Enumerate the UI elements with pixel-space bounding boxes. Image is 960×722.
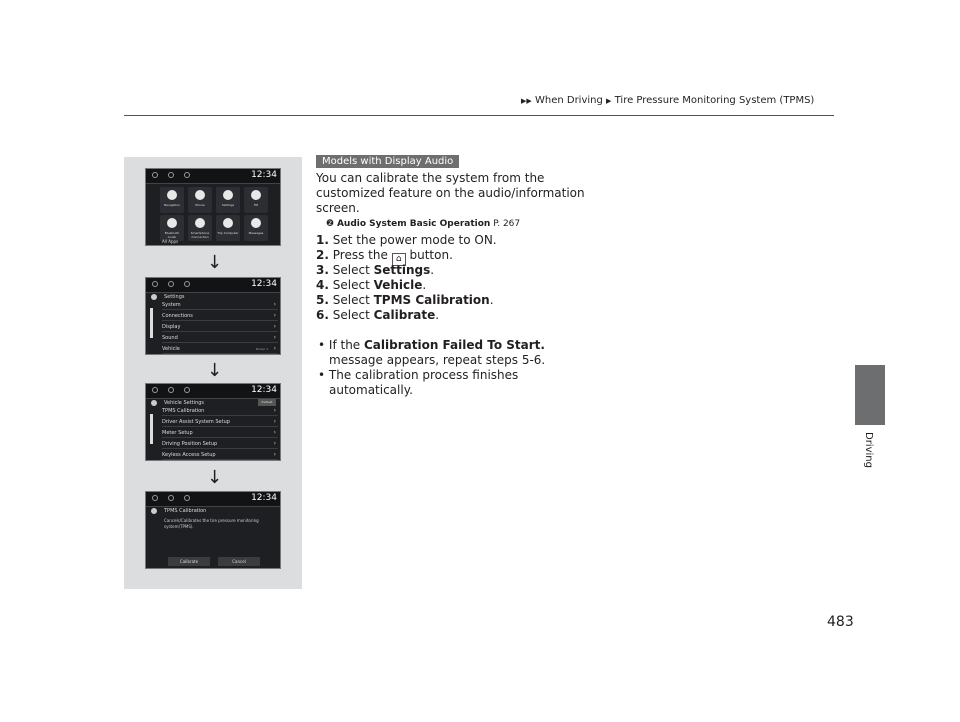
gear-icon	[223, 190, 233, 200]
bullet-icon: •	[318, 338, 326, 352]
reference-arrow-icon: ❷	[326, 219, 335, 229]
clock: 12:34	[251, 385, 277, 395]
map-icon	[168, 387, 174, 393]
menu-item: TPMS Calibration ›	[162, 407, 276, 414]
settings-screen	[145, 277, 281, 355]
map-icon	[168, 495, 174, 501]
breadcrumb	[521, 95, 814, 106]
bullet-item: • If the Calibration Failed To Start.	[318, 338, 545, 352]
menu-item: System ›	[162, 301, 276, 308]
section-tab	[855, 365, 885, 425]
intro-line: You can calibrate the system from the	[316, 171, 545, 185]
model-badge: Models with Display Audio	[316, 155, 459, 168]
smartphone-icon	[195, 218, 205, 228]
step-1: 1. Set the power mode to ON.	[316, 233, 497, 247]
calibrate-button: Calibrate	[168, 557, 210, 566]
down-arrow-icon: ↓	[207, 467, 223, 488]
tile-bluetooth: Bluetooth Audio	[160, 215, 184, 241]
radio-icon	[251, 190, 261, 200]
step-2: 2. Press the ⌂ button.	[316, 248, 453, 264]
breadcrumb-subsection: Tire Pressure Monitoring System (TPMS)	[614, 95, 815, 106]
phone-icon	[152, 281, 158, 287]
tile-trip: Trip Computer	[216, 215, 240, 241]
breadcrumb-arrow-icon: ▶▶	[521, 97, 532, 105]
menu-item: Display ›	[162, 323, 276, 330]
fuel-icon	[223, 218, 233, 228]
home-screen	[145, 168, 281, 246]
scrollbar	[150, 308, 153, 338]
user-icon	[184, 495, 190, 501]
back-icon	[151, 294, 157, 300]
message-icon	[251, 218, 261, 228]
tile-fm: FM	[244, 187, 268, 213]
clock: 12:34	[251, 170, 277, 180]
all-apps-label: All Apps	[162, 239, 179, 244]
map-icon	[168, 281, 174, 287]
chevron-right-icon: ›	[273, 440, 276, 447]
chevron-right-icon: ›	[273, 345, 276, 352]
chevron-right-icon: ›	[273, 323, 276, 330]
back-icon	[151, 508, 157, 514]
scrollbar	[150, 414, 153, 444]
tpms-calibration-screen	[145, 491, 281, 569]
navigation-icon	[167, 190, 177, 200]
reference-label: Audio System Basic Operation	[336, 219, 491, 229]
chevron-right-icon: ›	[273, 312, 276, 319]
bullet-continuation: message appears, repeat steps 5-6.	[329, 353, 546, 367]
status-bar	[146, 384, 280, 399]
header-divider	[124, 115, 834, 116]
phone-icon	[152, 495, 158, 501]
cancel-button: Cancel	[218, 557, 260, 566]
down-arrow-icon: ↓	[207, 252, 223, 273]
menu-title: TPMS Calibration	[164, 508, 207, 514]
step-6: 6. Select Calibrate.	[316, 308, 440, 322]
tile-messages: Messages	[244, 215, 268, 241]
tpms-message: Cancels/Calibrates the tire pressure monitoring system(TPMS).	[164, 518, 259, 529]
breadcrumb-arrow-icon: ▶	[606, 97, 612, 105]
step-4: 4. Select Vehicle.	[316, 278, 427, 292]
reference-page: P. 267	[493, 219, 521, 229]
menu-item: Driver Assist System Setup ›	[162, 418, 276, 425]
chevron-right-icon: ›	[273, 407, 276, 414]
bluetooth-icon	[167, 218, 177, 228]
chevron-right-icon: ›	[273, 334, 276, 341]
default-button: Default	[258, 399, 276, 406]
map-icon	[168, 172, 174, 178]
intro-line: screen.	[316, 201, 360, 215]
bullet-item: • The calibration process finishes	[318, 368, 519, 382]
user-icon	[184, 387, 190, 393]
step-3: 3. Select Settings.	[316, 263, 435, 277]
menu-item: Vehicle Driver 1 ›	[162, 345, 276, 352]
chevron-right-icon: ›	[273, 429, 276, 436]
down-arrow-icon: ↓	[207, 360, 223, 381]
intro-line: customized feature on the audio/information	[316, 186, 585, 200]
status-bar	[146, 169, 280, 184]
tile-phone: Phone	[188, 187, 212, 213]
back-icon	[151, 400, 157, 406]
chevron-right-icon: ›	[273, 301, 276, 308]
vehicle-settings-screen	[145, 383, 281, 461]
phone-icon	[152, 172, 158, 178]
phone-icon	[195, 190, 205, 200]
page-number: 483	[827, 614, 854, 630]
tile-smartphone: Smartphone Connection	[188, 215, 212, 241]
step-5: 5. Select TPMS Calibration.	[316, 293, 494, 307]
menu-item: Sound ›	[162, 334, 276, 341]
user-icon	[184, 172, 190, 178]
menu-title: Vehicle Settings	[164, 400, 204, 406]
user-icon	[184, 281, 190, 287]
menu-item: Keyless Access Setup ›	[162, 451, 276, 458]
section-label: Driving	[863, 432, 874, 468]
menu-item: Meter Setup ›	[162, 429, 276, 436]
menu-item: Connections ›	[162, 312, 276, 319]
tile-navigation: Navigation	[160, 187, 184, 213]
status-bar	[146, 492, 280, 507]
clock: 12:34	[251, 493, 277, 503]
clock: 12:34	[251, 279, 277, 289]
cross-reference[interactable]	[326, 219, 520, 229]
phone-icon	[152, 387, 158, 393]
home-icon: ⌂	[392, 253, 406, 266]
chevron-right-icon: ›	[273, 451, 276, 458]
tile-settings: Settings	[216, 187, 240, 213]
status-bar	[146, 278, 280, 293]
menu-item: Driving Position Setup ›	[162, 440, 276, 447]
bullet-icon: •	[318, 368, 326, 382]
chevron-right-icon: ›	[273, 418, 276, 425]
menu-title: Settings	[164, 294, 185, 300]
breadcrumb-section: When Driving	[534, 95, 603, 106]
bullet-continuation: automatically.	[329, 383, 413, 397]
